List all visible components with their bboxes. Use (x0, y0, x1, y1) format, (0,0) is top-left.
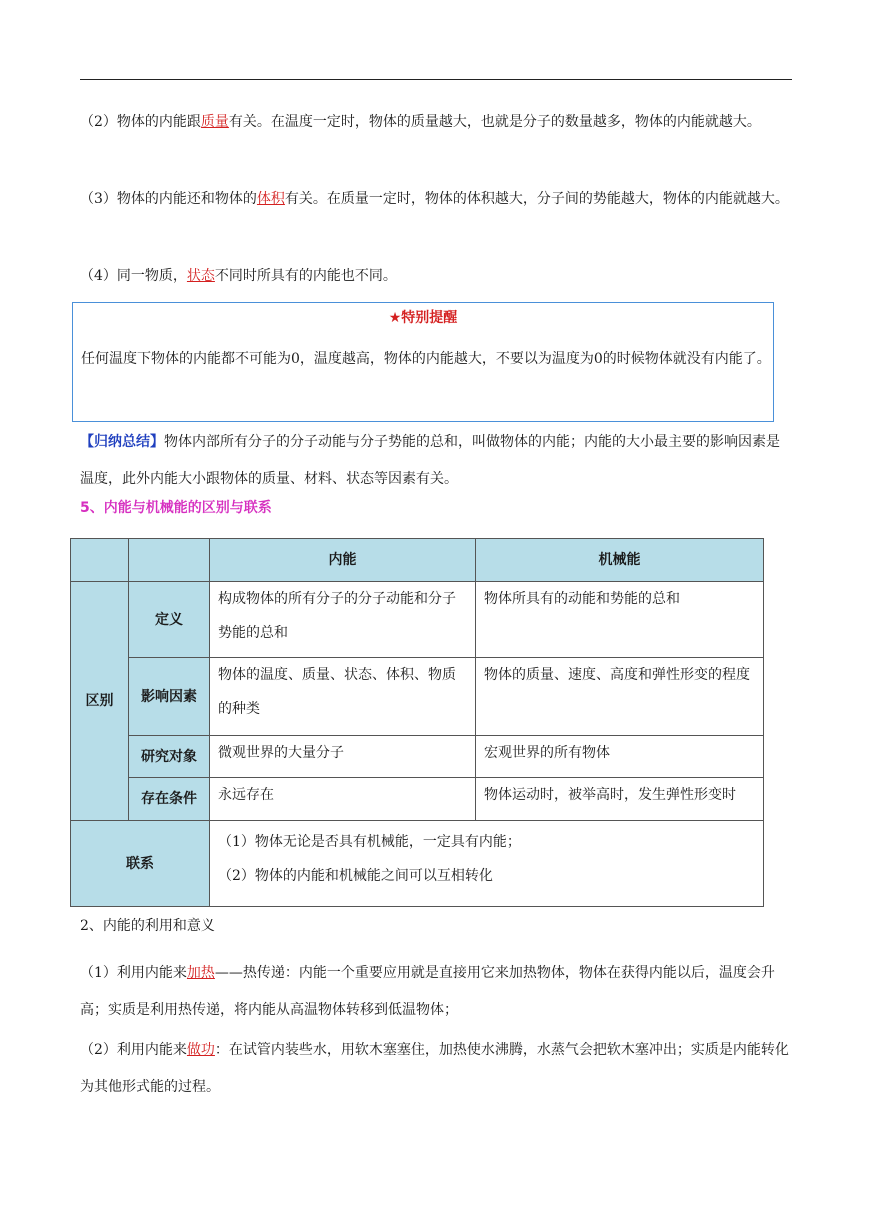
text: （2）物体的内能跟 (80, 114, 201, 130)
cell-mechanical: 宏观世界的所有物体 (476, 736, 764, 778)
table-header-row (71, 539, 764, 582)
section-heading: 5、内能与机械能的区别与联系 (80, 500, 272, 516)
text: （1）利用内能来 (80, 965, 187, 981)
text: 不同时所具有的内能也不同。 (214, 268, 397, 284)
cell-internal: 微观世界的大量分子 (210, 736, 476, 778)
relation-item-2: （2）物体的内能和机械能之间可以互相转化 (218, 868, 493, 884)
cell-internal: 构成物体的所有分子的分子动能和分子势能的总和 (210, 582, 476, 658)
comparison-table (70, 538, 764, 907)
note-body: 任何温度下物体的内能都不可能为0，温度越高，物体的内能越大，不要以为温度为0的时候物体就没有内能了。 (81, 351, 771, 367)
keyword-heating: 加热 (186, 965, 215, 981)
row-label: 存在条件 (129, 778, 210, 821)
cell-mechanical: 物体的质量、速度、高度和弹性形变的程度 (476, 658, 764, 736)
header-empty-1 (71, 539, 129, 582)
note-title: ★特别提醒 (388, 310, 458, 326)
table-row (71, 778, 764, 821)
use-heating-paragraph (80, 955, 792, 1029)
group-difference: 区别 (71, 582, 129, 821)
row-label: 影响因素 (129, 658, 210, 736)
cell-internal: 永远存在 (210, 778, 476, 821)
header-empty-2 (129, 539, 210, 582)
text: ：在试管内装些水，用软木塞塞住，加热使水沸腾，水蒸气会把软木塞冲出；实质是内能转化为其他形式能的过程。 (80, 1042, 789, 1095)
cell-internal: 物体的温度、质量、状态、体积、物质的种类 (210, 658, 476, 736)
table-row (71, 658, 764, 736)
paragraph-state (80, 258, 792, 295)
keyword-work: 做功 (186, 1042, 215, 1058)
text: （2）利用内能来 (80, 1042, 187, 1058)
summary-label: 【归纳总结】 (80, 434, 164, 450)
relation-item-1: （1）物体无论是否具有机械能，一定具有内能； (218, 834, 521, 850)
summary-paragraph (80, 424, 792, 498)
header-rule (80, 79, 792, 80)
relation-row (71, 821, 764, 907)
table-row (71, 582, 764, 658)
header-mechanical-energy: 机械能 (476, 539, 764, 582)
special-note-box (72, 302, 774, 422)
row-label: 定义 (129, 582, 210, 658)
paragraph-volume (80, 181, 792, 218)
keyword-volume: 体积 (256, 191, 285, 207)
keyword-state: 状态 (186, 268, 215, 284)
header-internal-energy: 内能 (210, 539, 476, 582)
keyword-mass: 质量 (200, 114, 229, 130)
text: 有关。在质量一定时，物体的体积越大，分子间的势能越大，物体的内能就越大。 (284, 191, 789, 207)
relation-cell (210, 821, 764, 907)
summary-text: 物体内部所有分子的分子动能与分子势能的总和，叫做物体的内能；内能的大小最主要的影响因素是温度，此外内能大小跟物体的质量、材料、状态等因素有关。 (80, 434, 780, 487)
text: ——热传递：内能一个重要应用就是直接用它来加热物体，物体在获得内能以后，温度会升高；实质是利用热传递，将内能从高温物体转移到低温物体； (80, 965, 775, 1018)
section-2-title: 2、内能的利用和意义 (80, 918, 215, 934)
paragraph-mass (80, 104, 792, 141)
row-label: 研究对象 (129, 736, 210, 778)
cell-mechanical: 物体所具有的动能和势能的总和 (476, 582, 764, 658)
table-row (71, 736, 764, 778)
text: （4）同一物质， (80, 268, 187, 284)
relation-label: 联系 (71, 821, 210, 907)
use-work-paragraph (80, 1032, 792, 1106)
text: （3）物体的内能还和物体的 (80, 191, 257, 207)
text: 有关。在温度一定时，物体的质量越大，也就是分子的数量越多，物体的内能就越大。 (228, 114, 761, 130)
cell-mechanical: 物体运动时，被举高时，发生弹性形变时 (476, 778, 764, 821)
